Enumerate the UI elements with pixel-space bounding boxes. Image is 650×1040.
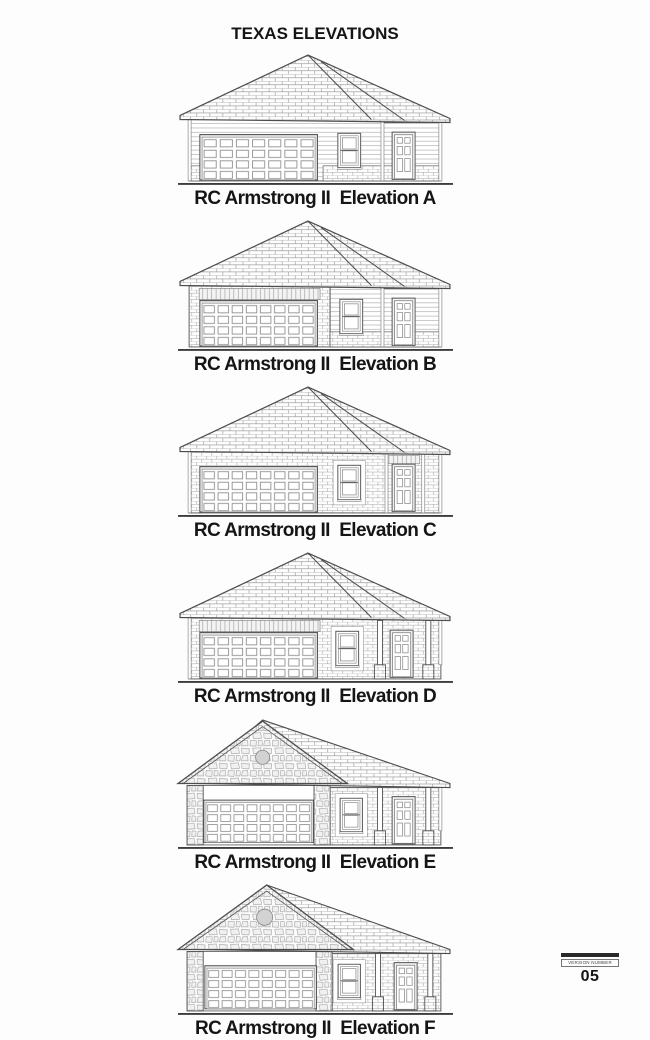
elevation-label-f: RC Armstrong II Elevation F	[194, 1018, 436, 1039]
elevation-drawing-b	[174, 219, 456, 354]
roof	[178, 885, 450, 953]
version-number: 05	[580, 967, 600, 985]
elevation-label-b: RC Armstrong II Elevation B	[193, 354, 437, 375]
siding-band	[199, 621, 320, 632]
elevation-figure-f	[0, 883, 640, 1040]
roof	[178, 720, 450, 787]
window	[335, 631, 359, 667]
elevation-drawing-f	[174, 883, 456, 1018]
garage-door	[204, 800, 314, 842]
elevation-label-c: RC Armstrong II Elevation C	[193, 520, 437, 541]
sheet-title: TEXAS ELEVATIONS	[231, 24, 399, 43]
elevation-figure-e	[0, 717, 640, 874]
version-label: VERSION NUMBER	[561, 959, 619, 967]
elevation-label-d: RC Armstrong II Elevation D	[193, 686, 437, 707]
window	[339, 299, 363, 335]
elevation-drawing-d	[174, 551, 456, 686]
elevation-drawing-a	[174, 53, 456, 188]
garage-door	[200, 135, 318, 180]
front-door	[392, 797, 415, 844]
garage-door	[200, 301, 318, 346]
door-header-band	[388, 456, 420, 464]
elevation-drawing-e	[174, 717, 456, 852]
elevation-label-a: RC Armstrong II Elevation A	[194, 188, 436, 209]
garage-door	[205, 966, 317, 1009]
window	[337, 133, 361, 169]
front-door	[392, 464, 415, 511]
elevation-figure-a	[0, 53, 640, 210]
roof	[180, 553, 450, 620]
siding-band	[199, 289, 320, 300]
garage-door	[200, 633, 318, 678]
elevation-figure-c	[0, 385, 640, 542]
window	[337, 465, 361, 501]
gable-vent	[256, 750, 270, 764]
garage-door	[200, 467, 318, 512]
front-door	[390, 630, 413, 677]
front-door	[394, 963, 417, 1010]
elevation-label-e: RC Armstrong II Elevation E	[194, 852, 436, 873]
roof	[180, 55, 450, 122]
roof	[180, 387, 450, 454]
window	[337, 964, 361, 999]
elevation-figure-d	[0, 551, 640, 708]
corner-trim	[439, 788, 442, 831]
roof	[180, 221, 450, 288]
front-door	[392, 132, 415, 179]
title-block-rule	[561, 953, 619, 957]
front-door	[392, 298, 415, 345]
version-block	[561, 953, 619, 986]
gable-vent	[257, 909, 273, 925]
window	[339, 798, 363, 833]
elevation-figure-b	[0, 219, 640, 376]
elevation-drawing-c	[174, 385, 456, 520]
